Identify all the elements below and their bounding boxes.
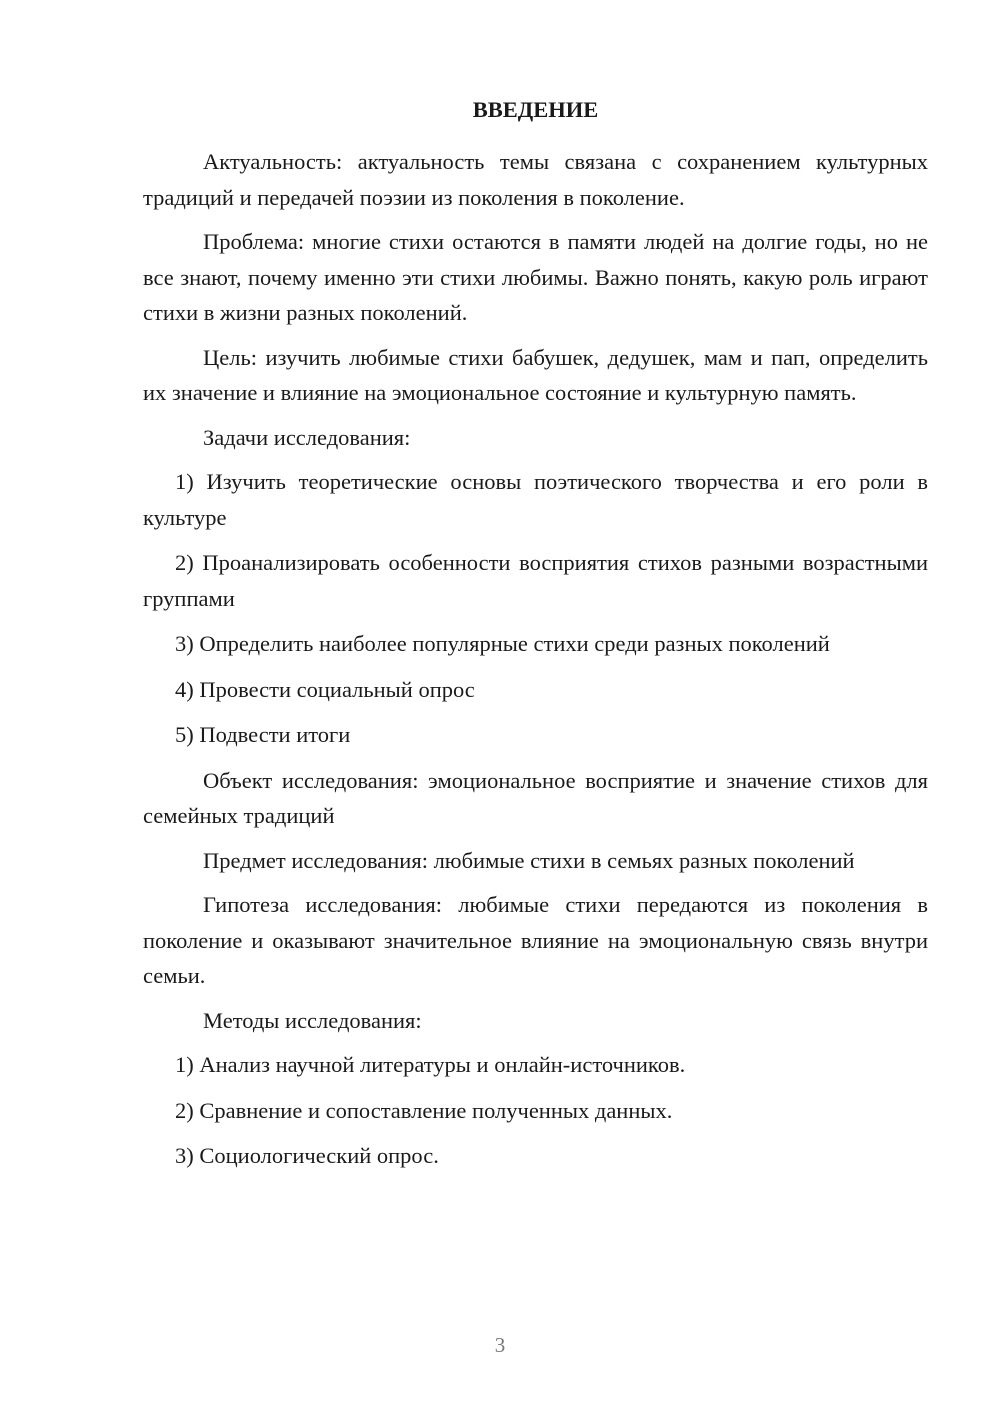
object-paragraph: Объект исследования: эмоциональное восприятие и значение стихов для семейных традиций <box>143 767 928 828</box>
goal-paragraph: Цель: изучить любимые стихи бабушек, дедушек, мам и пап, определить их значение и влияние на эмоциональное состояние и культурную память. <box>143 344 928 405</box>
task-item-5: 5) Подвести итоги <box>175 722 351 747</box>
task-item-3: 3) Определить наиболее популярные стихи среди разных поколений <box>175 631 830 656</box>
subject-paragraph: Предмет исследования: любимые стихи в семьях разных поколений <box>203 847 855 873</box>
page-number: 3 <box>494 1333 506 1357</box>
relevance-paragraph: Актуальность: актуальность темы связана с сохранением культурных традиций и передачей поэзии из поколения в поколение. <box>143 149 928 210</box>
problem-paragraph: Проблема: многие стихи остаются в памяти людей на долгие годы, но не все знают, почему именно эти стихи любимы. Важно понять, какую роль играют стихи в жизни разных поколений. <box>143 229 928 325</box>
method-item-1: 1) Анализ научной литературы и онлайн-источников. <box>175 1052 686 1077</box>
document-page <box>143 92 928 1184</box>
task-item-4: 4) Провести социальный опрос <box>175 676 475 702</box>
methods-heading: Методы исследования: <box>203 1007 422 1033</box>
task-item-1: 1) Изучить теоретические основы поэтического творчества и его роли в культуре <box>143 469 928 530</box>
tasks-heading: Задачи исследования: <box>203 424 411 450</box>
method-item-2: 2) Сравнение и сопоставление полученных данных. <box>175 1097 673 1123</box>
method-item-3: 3) Социологический опрос. <box>175 1143 439 1168</box>
hypothesis-paragraph: Гипотеза исследования: любимые стихи передаются из поколения в поколение и оказывают значительное влияние на эмоциональную связь внутри семьи. <box>143 892 928 988</box>
section-title: ВВЕДЕНИЕ <box>472 97 599 122</box>
task-item-2: 2) Проанализировать особенности восприятия стихов разными возрастными группами <box>143 550 928 611</box>
